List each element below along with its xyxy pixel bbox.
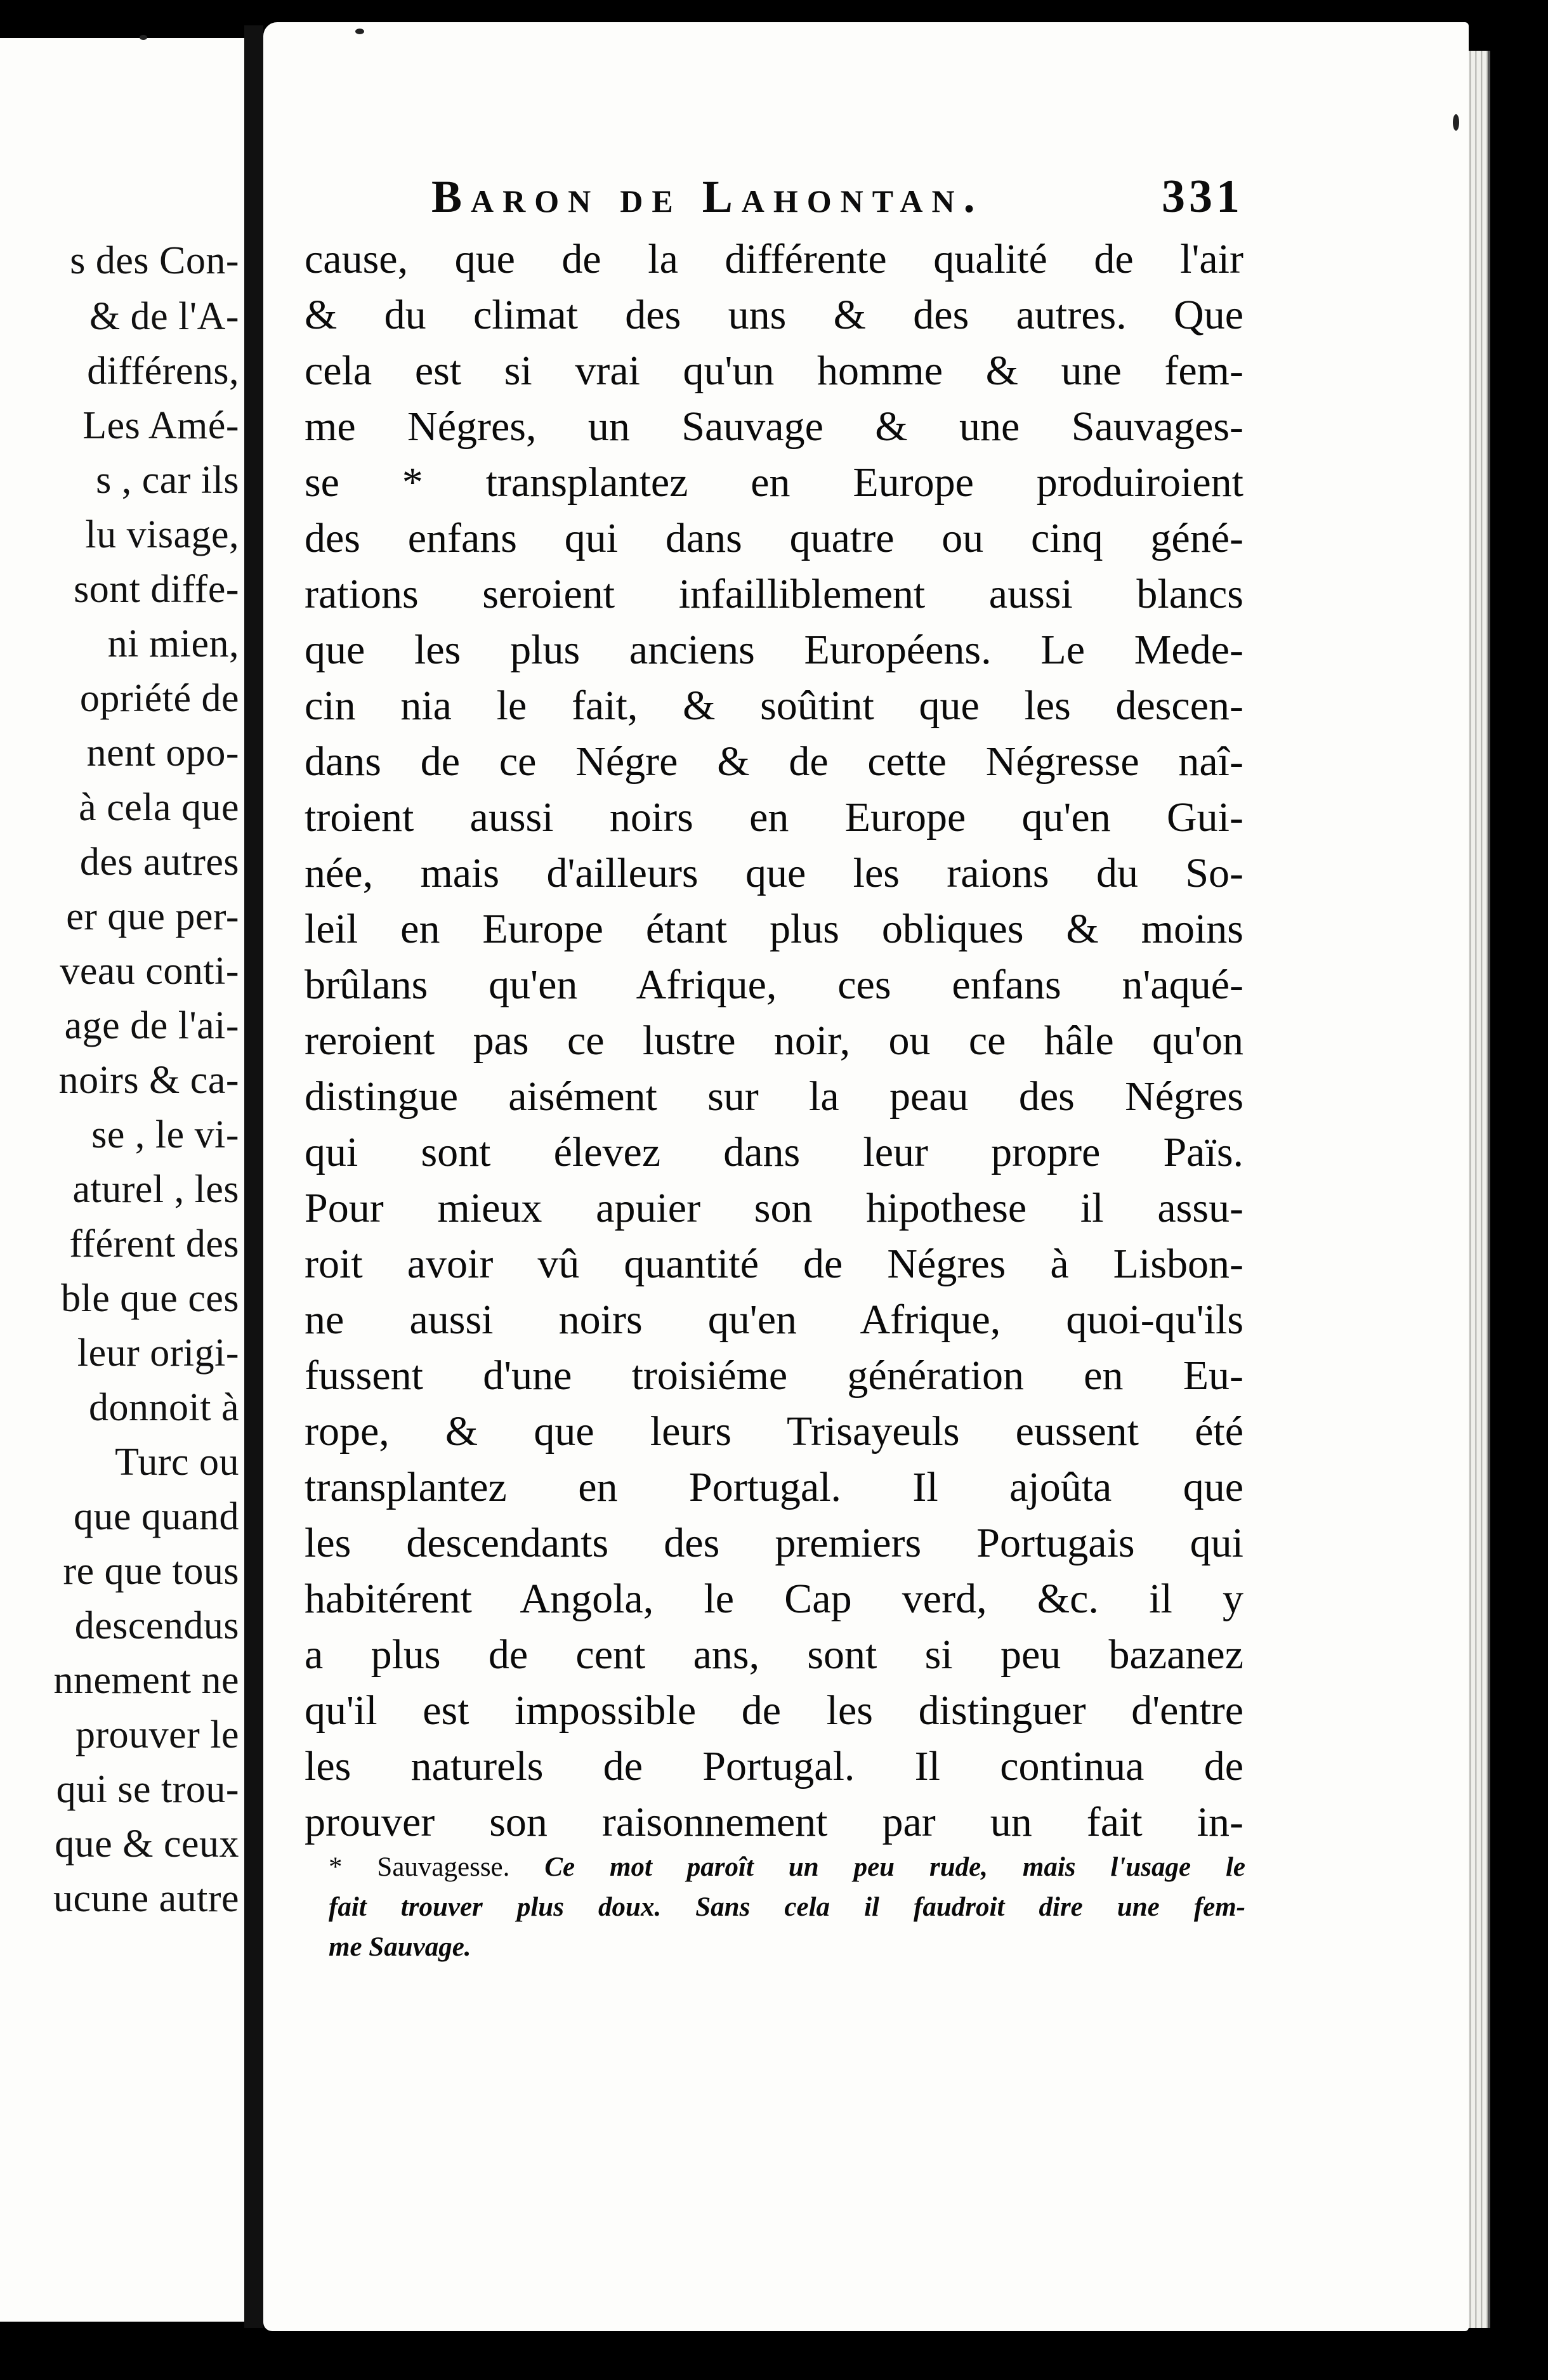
body-line: qui sont élevez dans leur propre Païs. bbox=[305, 1129, 1243, 1175]
left-page-line: aturel , les bbox=[72, 1168, 239, 1211]
body-line: troient aussi noirs en Europe qu'en Gui- bbox=[305, 794, 1243, 840]
body-line: née, mais d'ailleurs que les raions du So- bbox=[305, 850, 1243, 896]
body-line: rope, & que leurs Trisayeuls eussent été bbox=[305, 1408, 1243, 1455]
footnote-line: fait trouver plus doux. Sans cela il faudroit dire une fem- bbox=[329, 1892, 1245, 1922]
body-line: se * transplantez en Europe produiroient bbox=[305, 459, 1243, 506]
left-page-line: à cela que bbox=[79, 786, 239, 829]
left-page-line: fférent des bbox=[69, 1222, 239, 1265]
body-line: prouver son raisonnement par un fait in- bbox=[305, 1799, 1243, 1845]
left-page-line: descendus bbox=[74, 1604, 239, 1647]
left-page-line: Turc ou bbox=[115, 1441, 239, 1484]
footnote-marker: * Sauvagesse. bbox=[329, 1852, 510, 1882]
left-page-line: donnoit à bbox=[89, 1386, 239, 1429]
body-line: qu'il est impossible de les distinguer d'entre bbox=[305, 1687, 1243, 1734]
body-line: a plus de cent ans, sont si peu bazanez bbox=[305, 1631, 1243, 1678]
footnote-text: Ce mot paroît un peu rude, mais l'usage le bbox=[544, 1852, 1245, 1882]
left-page-line: Les Amé- bbox=[82, 404, 239, 447]
body-line: rations seroient infailliblement aussi blancs bbox=[305, 571, 1243, 617]
body-line: dans de ce Négre & de cette Négresse naî- bbox=[305, 738, 1243, 785]
body-line: fussent d'une troisiéme génération en Eu- bbox=[305, 1352, 1243, 1399]
left-page-line: prouver le bbox=[75, 1713, 239, 1756]
body-line: brûlans qu'en Afrique, ces enfans n'aqué- bbox=[305, 962, 1243, 1008]
body-line: reroient pas ce lustre noir, ou ce hâle qu'on bbox=[305, 1017, 1243, 1064]
left-page-line: que & ceux bbox=[55, 1822, 239, 1866]
body-line: roit avoir vû quantité de Négres à Lisbon- bbox=[305, 1241, 1243, 1287]
body-line: & du climat des uns & des autres. Que bbox=[305, 292, 1243, 338]
left-page-line: re que tous bbox=[63, 1550, 239, 1593]
left-page-line: age de l'ai- bbox=[64, 1004, 239, 1047]
body-line: leil en Europe étant plus obliques & moins bbox=[305, 906, 1243, 952]
left-page-line: nent opo- bbox=[86, 731, 239, 775]
body-line: ne aussi noirs qu'en Afrique, quoi-qu'ils bbox=[305, 1297, 1243, 1343]
left-page-line: nnement ne bbox=[53, 1659, 239, 1702]
body-line: Pour mieux apuier son hipothese il assu- bbox=[305, 1185, 1243, 1231]
left-page-line: er que per- bbox=[66, 895, 239, 938]
body-line: cin nia le fait, & soûtint que les descen- bbox=[305, 683, 1243, 729]
body-line: que les plus anciens Européens. Le Mede- bbox=[305, 627, 1243, 673]
body-line: cela est si vrai qu'un homme & une fem- bbox=[305, 348, 1243, 394]
left-page-line: des autres bbox=[79, 840, 239, 884]
body-line: les descendants des premiers Portugais qui bbox=[305, 1520, 1243, 1566]
left-page-line: que quand bbox=[73, 1495, 239, 1538]
left-page-line: s des Con- bbox=[70, 239, 239, 282]
left-page-line: noirs & ca- bbox=[58, 1059, 239, 1102]
body-line: me Négres, un Sauvage & une Sauvages- bbox=[305, 403, 1243, 450]
ink-speck bbox=[140, 35, 147, 40]
body-line: des enfans qui dans quatre ou cinq géné- bbox=[305, 515, 1243, 561]
left-page-line: veau conti- bbox=[60, 950, 239, 993]
left-page-line: se , le vi- bbox=[91, 1113, 239, 1156]
body-line: cause, que de la différente qualité de l'air bbox=[305, 236, 1243, 282]
body-line: distingue aisément sur la peau des Négres bbox=[305, 1073, 1243, 1120]
left-page-line: ble que ces bbox=[61, 1277, 239, 1320]
body-line: habitérent Angola, le Cap verd, &c. il y bbox=[305, 1576, 1243, 1622]
left-page-line: sont diffe- bbox=[74, 568, 239, 611]
left-page-line: qui se trou- bbox=[56, 1768, 239, 1811]
left-page-line: opriété de bbox=[79, 677, 239, 720]
left-page-line: leur origi- bbox=[77, 1331, 239, 1375]
left-page-line: ucune autre bbox=[53, 1877, 239, 1920]
left-page-line: & de l'A- bbox=[89, 295, 239, 338]
footnote-line: me Sauvage. bbox=[329, 1932, 471, 1962]
left-page-line: lu visage, bbox=[85, 513, 239, 556]
running-title: Baron de Lahontan. bbox=[431, 171, 984, 222]
ink-speck bbox=[355, 29, 364, 34]
page-number: 331 bbox=[1162, 171, 1243, 223]
book-gutter bbox=[244, 25, 263, 2328]
page-header bbox=[431, 170, 1243, 224]
body-line: transplantez en Portugal. Il ajoûta que bbox=[305, 1464, 1243, 1510]
ink-speck bbox=[1453, 114, 1459, 131]
footnote-line bbox=[329, 1854, 1245, 1881]
left-page-line: ni mien, bbox=[107, 622, 239, 665]
left-page-line: s , car ils bbox=[96, 459, 239, 502]
left-page bbox=[0, 38, 251, 2322]
body-line: les naturels de Portugal. Il continua de bbox=[305, 1743, 1243, 1789]
left-page-line: différens, bbox=[87, 350, 239, 393]
